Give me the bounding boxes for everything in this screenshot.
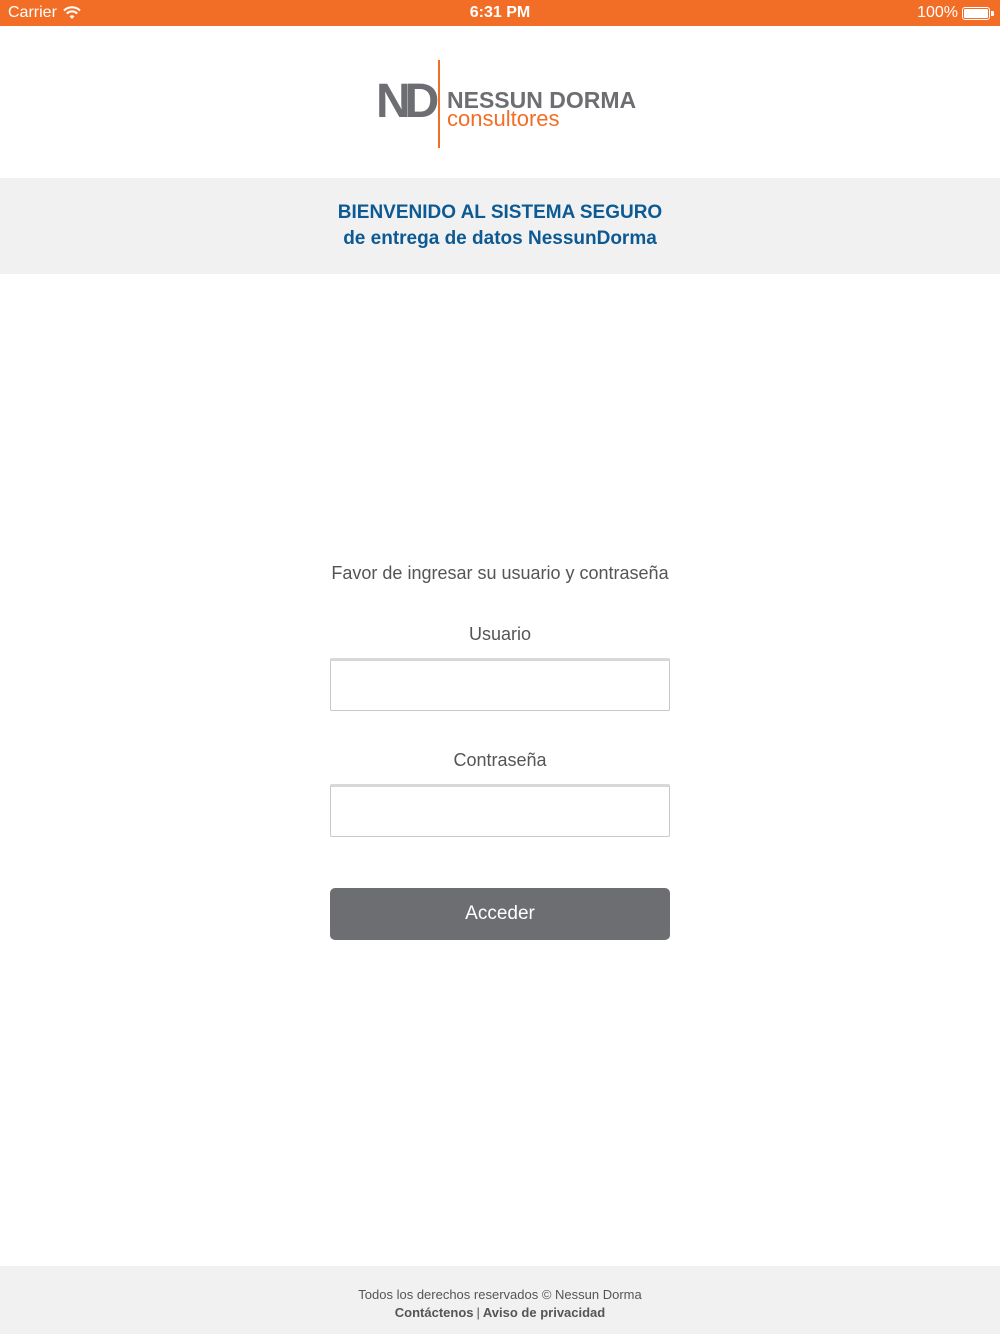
company-logo (376, 58, 636, 150)
username-input[interactable] (330, 658, 670, 711)
logo-mark: ND (376, 75, 434, 128)
login-button[interactable]: Acceder (330, 888, 670, 940)
logo-name: NESSUN DORMA (447, 87, 637, 113)
footer-links (0, 1305, 1000, 1320)
status-time: 6:31 PM (469, 4, 531, 21)
login-instruction: Favor de ingresar su usuario y contraseña (331, 563, 669, 583)
password-label: Contraseña (453, 750, 547, 770)
contact-link[interactable]: Contáctenos (394, 1305, 474, 1320)
welcome-subtitle: de entrega de datos NessunDorma (343, 228, 657, 249)
footer (0, 1266, 1000, 1334)
password-input[interactable] (330, 784, 670, 837)
status-bar (0, 0, 1000, 26)
logo-divider (438, 60, 440, 148)
battery-percentage: 100% (917, 4, 958, 21)
username-label: Usuario (468, 624, 532, 644)
footer-copyright: Todos los derechos reservados © Nessun Dorma (358, 1287, 642, 1302)
welcome-banner (0, 178, 1000, 274)
welcome-title: BIENVENIDO AL SISTEMA SEGURO (337, 202, 663, 223)
logo-subtitle: consultores (447, 106, 560, 131)
privacy-link[interactable]: Aviso de privacidad (482, 1305, 606, 1320)
carrier-label: Carrier (8, 4, 57, 21)
footer-separator: | (476, 1305, 480, 1320)
battery-icon (962, 7, 990, 20)
status-right (917, 4, 990, 22)
